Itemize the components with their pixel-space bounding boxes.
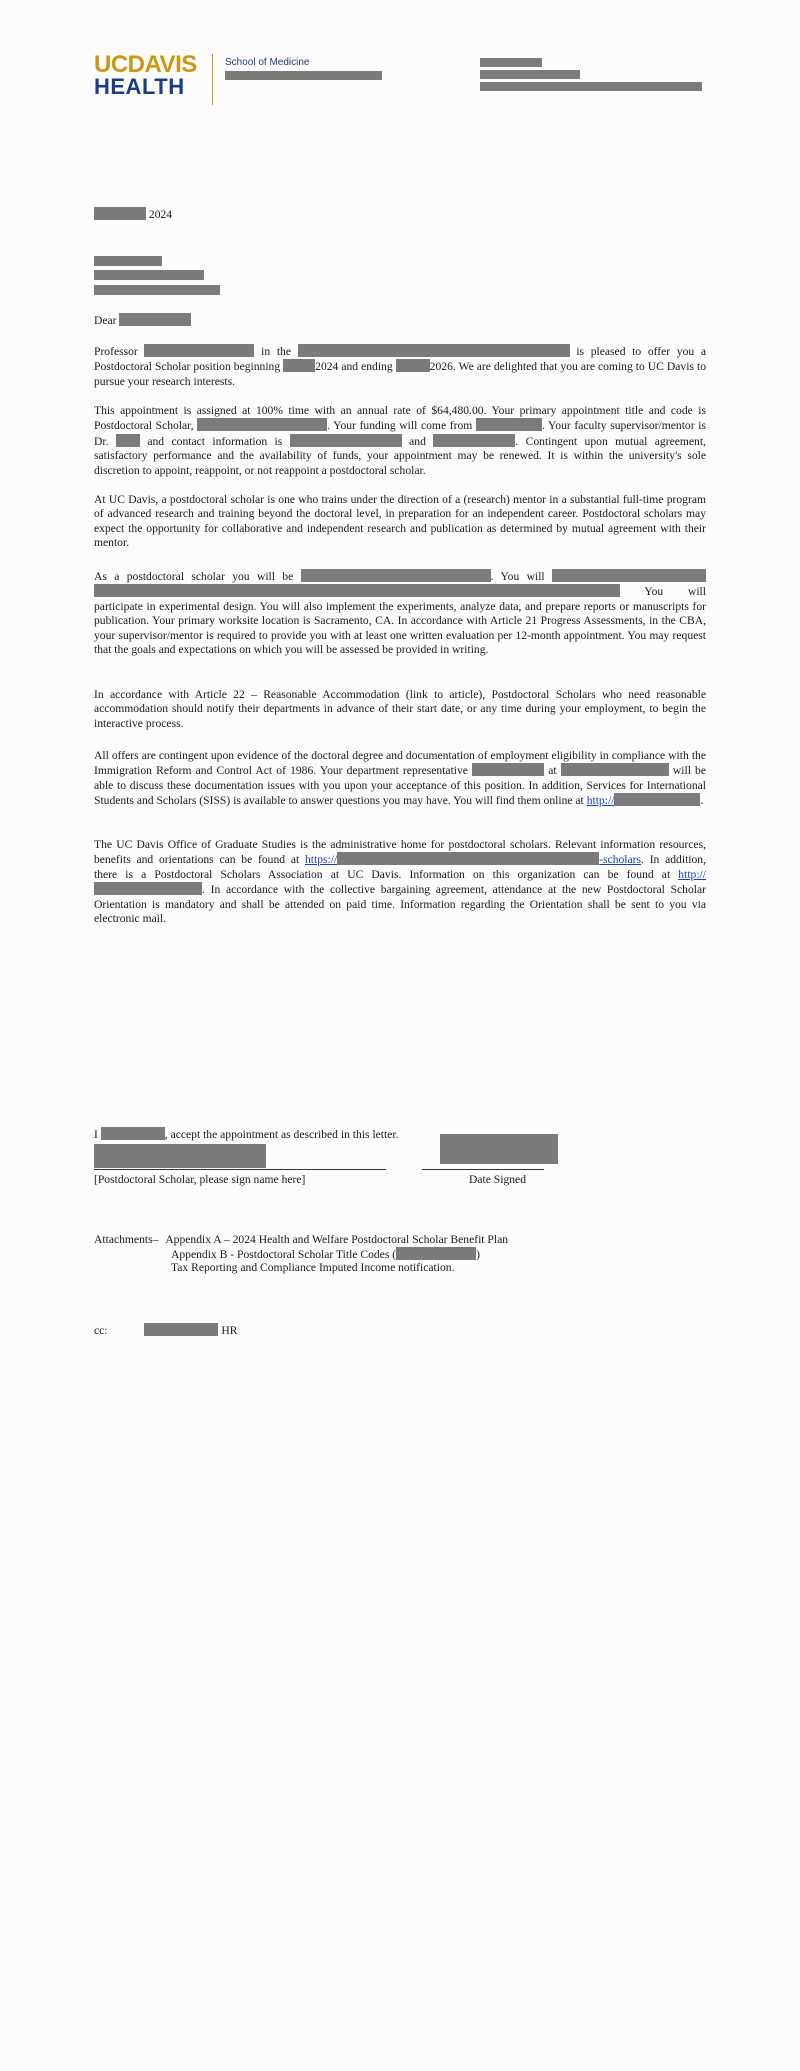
- attachment-b: Appendix B - Postdoctoral Scholar Title Codes (: [171, 1248, 397, 1261]
- redacted-block: [119, 313, 191, 326]
- p2-text: . Contingent upon mutual agreement, satisfactory performance and the availability of funds, your appointment may be renewed. It is within the university's sole discretion to appoint, reappoint, or not reappoint a postdoctoral scholar.: [94, 434, 706, 477]
- redacted-block: [116, 434, 140, 447]
- ucdavis-logo: [94, 51, 197, 78]
- redacted-block: [290, 434, 402, 447]
- p7-text: . In addition, there is a Postdoctoral Scholars Association at UC Davis. Information on this organization can be found at: [94, 853, 707, 881]
- redacted-block: [94, 270, 204, 280]
- logo-health-text: HEALTH: [94, 74, 185, 99]
- p1-text: 2024 and ending: [315, 360, 393, 374]
- redacted-block: [480, 82, 702, 91]
- p2-text: This appointment is assigned at 100% time with an annual rate of $64,480.00. Your primary appointment title and code is Postdoctoral Scholar,: [94, 404, 706, 433]
- attachments-label: Attachments–: [94, 1233, 159, 1246]
- p4-text: As a postdoctoral scholar you will be: [94, 570, 294, 583]
- redacted-block: [225, 71, 382, 80]
- postdoc-association-link[interactable]: http://: [678, 867, 706, 881]
- attachment-a: Appendix A – 2024 Health and Welfare Postdoctoral Scholar Benefit Plan: [165, 1233, 509, 1246]
- acceptance-statement: [94, 1127, 399, 1141]
- graduate-studies-link-end[interactable]: -scholars: [599, 853, 642, 867]
- sign-label: [Postdoctoral Scholar, please sign name here]: [94, 1173, 306, 1186]
- p4-text: . You will: [490, 570, 545, 583]
- cc-hr: HR: [221, 1324, 238, 1337]
- salutation-text: Dear: [94, 314, 117, 327]
- p5-text: In accordance with Article 22 – Reasonable Accommodation (link to article), Postdoctoral Scholars who need reasonable accommodation should notify their departments in advance of their start date, or any time during your employment, to begin the interactive process.: [94, 688, 706, 730]
- acceptance-text: , accept the appointment as described in this letter.: [164, 1128, 399, 1141]
- logo-davis-text: DAVIS: [127, 51, 197, 78]
- redacted-block: [396, 359, 430, 372]
- redacted-signature: [94, 1144, 266, 1168]
- paragraph-eligibility: All offers are contingent upon evidence of the doctoral degree and documentation of employment eligibility in compliance with the Immigration Reform and Control Act of 1986. Your department representative at will be able to discuss these documentation issues with you upon your acceptance of this position. In addition, Services for International Students and Scholars (SISS) is available to answer questions you may have. You will find them online at http:// .: [94, 749, 706, 808]
- date-label: Date Signed: [469, 1173, 526, 1186]
- redacted-block: [476, 418, 542, 431]
- paragraph-offer: [94, 344, 706, 389]
- redacted-block: [561, 763, 669, 776]
- redacted-block: [480, 70, 580, 79]
- date-line: [422, 1169, 544, 1170]
- signature-line: [94, 1169, 386, 1170]
- p1-text: 2026. We are delighted that you are coming to UC Davis to pursue your research interests.: [94, 360, 706, 388]
- p1-text: is pleased to offer you a Postdoctoral Scholar position beginning: [94, 345, 706, 374]
- p1-text: Professor: [94, 345, 138, 358]
- redacted-block: [144, 1323, 218, 1336]
- p4-text: You will participate in experimental design. You will also implement the experiments, analyze data, and prepare reports or manuscripts for publication. Your primary worksite location is Sacramento, CA. In accordance with Article 21 Progress Assessments, in the CBA, your supervisor/mentor is required to provide you with at least one written evaluation per 12-month appointment. You may request that the goals and expectations on which you will be assessed be provided in writing.: [94, 585, 706, 657]
- cc-label: cc:: [94, 1324, 108, 1337]
- p2-text: . Your funding will come from: [327, 419, 473, 433]
- redacted-block: [101, 1127, 165, 1140]
- paragraph-accommodation: [94, 688, 706, 731]
- p2-text: and contact information is: [147, 434, 283, 448]
- siss-link[interactable]: http://: [586, 794, 615, 808]
- redacted-block: [472, 763, 544, 776]
- p6-text: All offers are contingent upon evidence of the doctoral degree and documentation of employment eligibility in compliance with the Immigration Reform and Control Act of 1986. Your department representative: [94, 749, 706, 778]
- attachment-c: Tax Reporting and Compliance Imputed Income notification.: [171, 1261, 455, 1274]
- paragraph-resources: [94, 838, 706, 926]
- redacted-block: [94, 285, 220, 295]
- p2-text: . Your faculty supervisor/mentor is Dr.: [94, 419, 706, 448]
- p3-text: At UC Davis, a postdoctoral scholar is one who trains under the direction of a (research) mentor in a substantial full-time program of advanced research and training beyond the doctoral level, in preparation for an independent career. Postdoctoral scholars may expect the opportunity for collaborative and independent research and publication as determined by mutual agreement with their mentor.: [94, 493, 706, 550]
- p2-text: and: [409, 434, 426, 448]
- p1-text: in the: [261, 345, 291, 358]
- cc-line: [94, 1323, 237, 1337]
- redacted-block: [433, 434, 515, 447]
- salutation: [94, 313, 191, 327]
- attachments: [94, 1233, 508, 1247]
- paragraph-appointment: [94, 404, 706, 478]
- redacted-block: [614, 793, 700, 806]
- attachment-b-end: ): [476, 1248, 480, 1261]
- redacted-block: [396, 1247, 476, 1260]
- logo-uc-text: UC: [94, 51, 128, 78]
- redacted-block: [283, 359, 315, 372]
- redacted-block: [197, 418, 327, 431]
- p6-text: will be able to discuss these documentation issues with you upon your acceptance of this position. In addition, Services for International Students and Scholars (SISS) is available to answer questions you may have. You will find them online at: [94, 764, 706, 808]
- redacted-date: [440, 1134, 558, 1164]
- p6-text: at: [548, 764, 557, 778]
- acceptance-i: I: [94, 1128, 98, 1141]
- redacted-block: [94, 256, 162, 266]
- redacted-block: [337, 852, 599, 865]
- department-name: School of Medicine: [225, 57, 310, 68]
- redacted-block: [298, 344, 570, 357]
- redacted-block: [480, 58, 542, 67]
- redacted-block: [144, 344, 254, 357]
- redacted-block: [94, 584, 620, 597]
- redacted-block: [301, 569, 491, 582]
- p7-text: . In accordance with the collective bargaining agreement, attendance at the new Postdoctoral Scholar Orientation is mandatory and shall be attended on paid time. Information regarding the Orientation shall be sent to you via electronic mail.: [94, 883, 706, 926]
- paragraph-definition: [94, 493, 706, 551]
- p7-text: The UC Davis Office of Graduate Studies is the administrative home for postdoctoral scholars. Relevant information resources, benefits and orientations can be found at: [94, 838, 706, 867]
- graduate-studies-link[interactable]: https://: [304, 853, 338, 867]
- redacted-block: [94, 207, 146, 220]
- logo-divider: [212, 54, 213, 105]
- date-year: 2024: [148, 208, 173, 221]
- paragraph-duties: [94, 569, 706, 657]
- letter-date: [94, 207, 172, 221]
- redacted-block: [94, 882, 202, 895]
- redacted-block: [552, 569, 706, 582]
